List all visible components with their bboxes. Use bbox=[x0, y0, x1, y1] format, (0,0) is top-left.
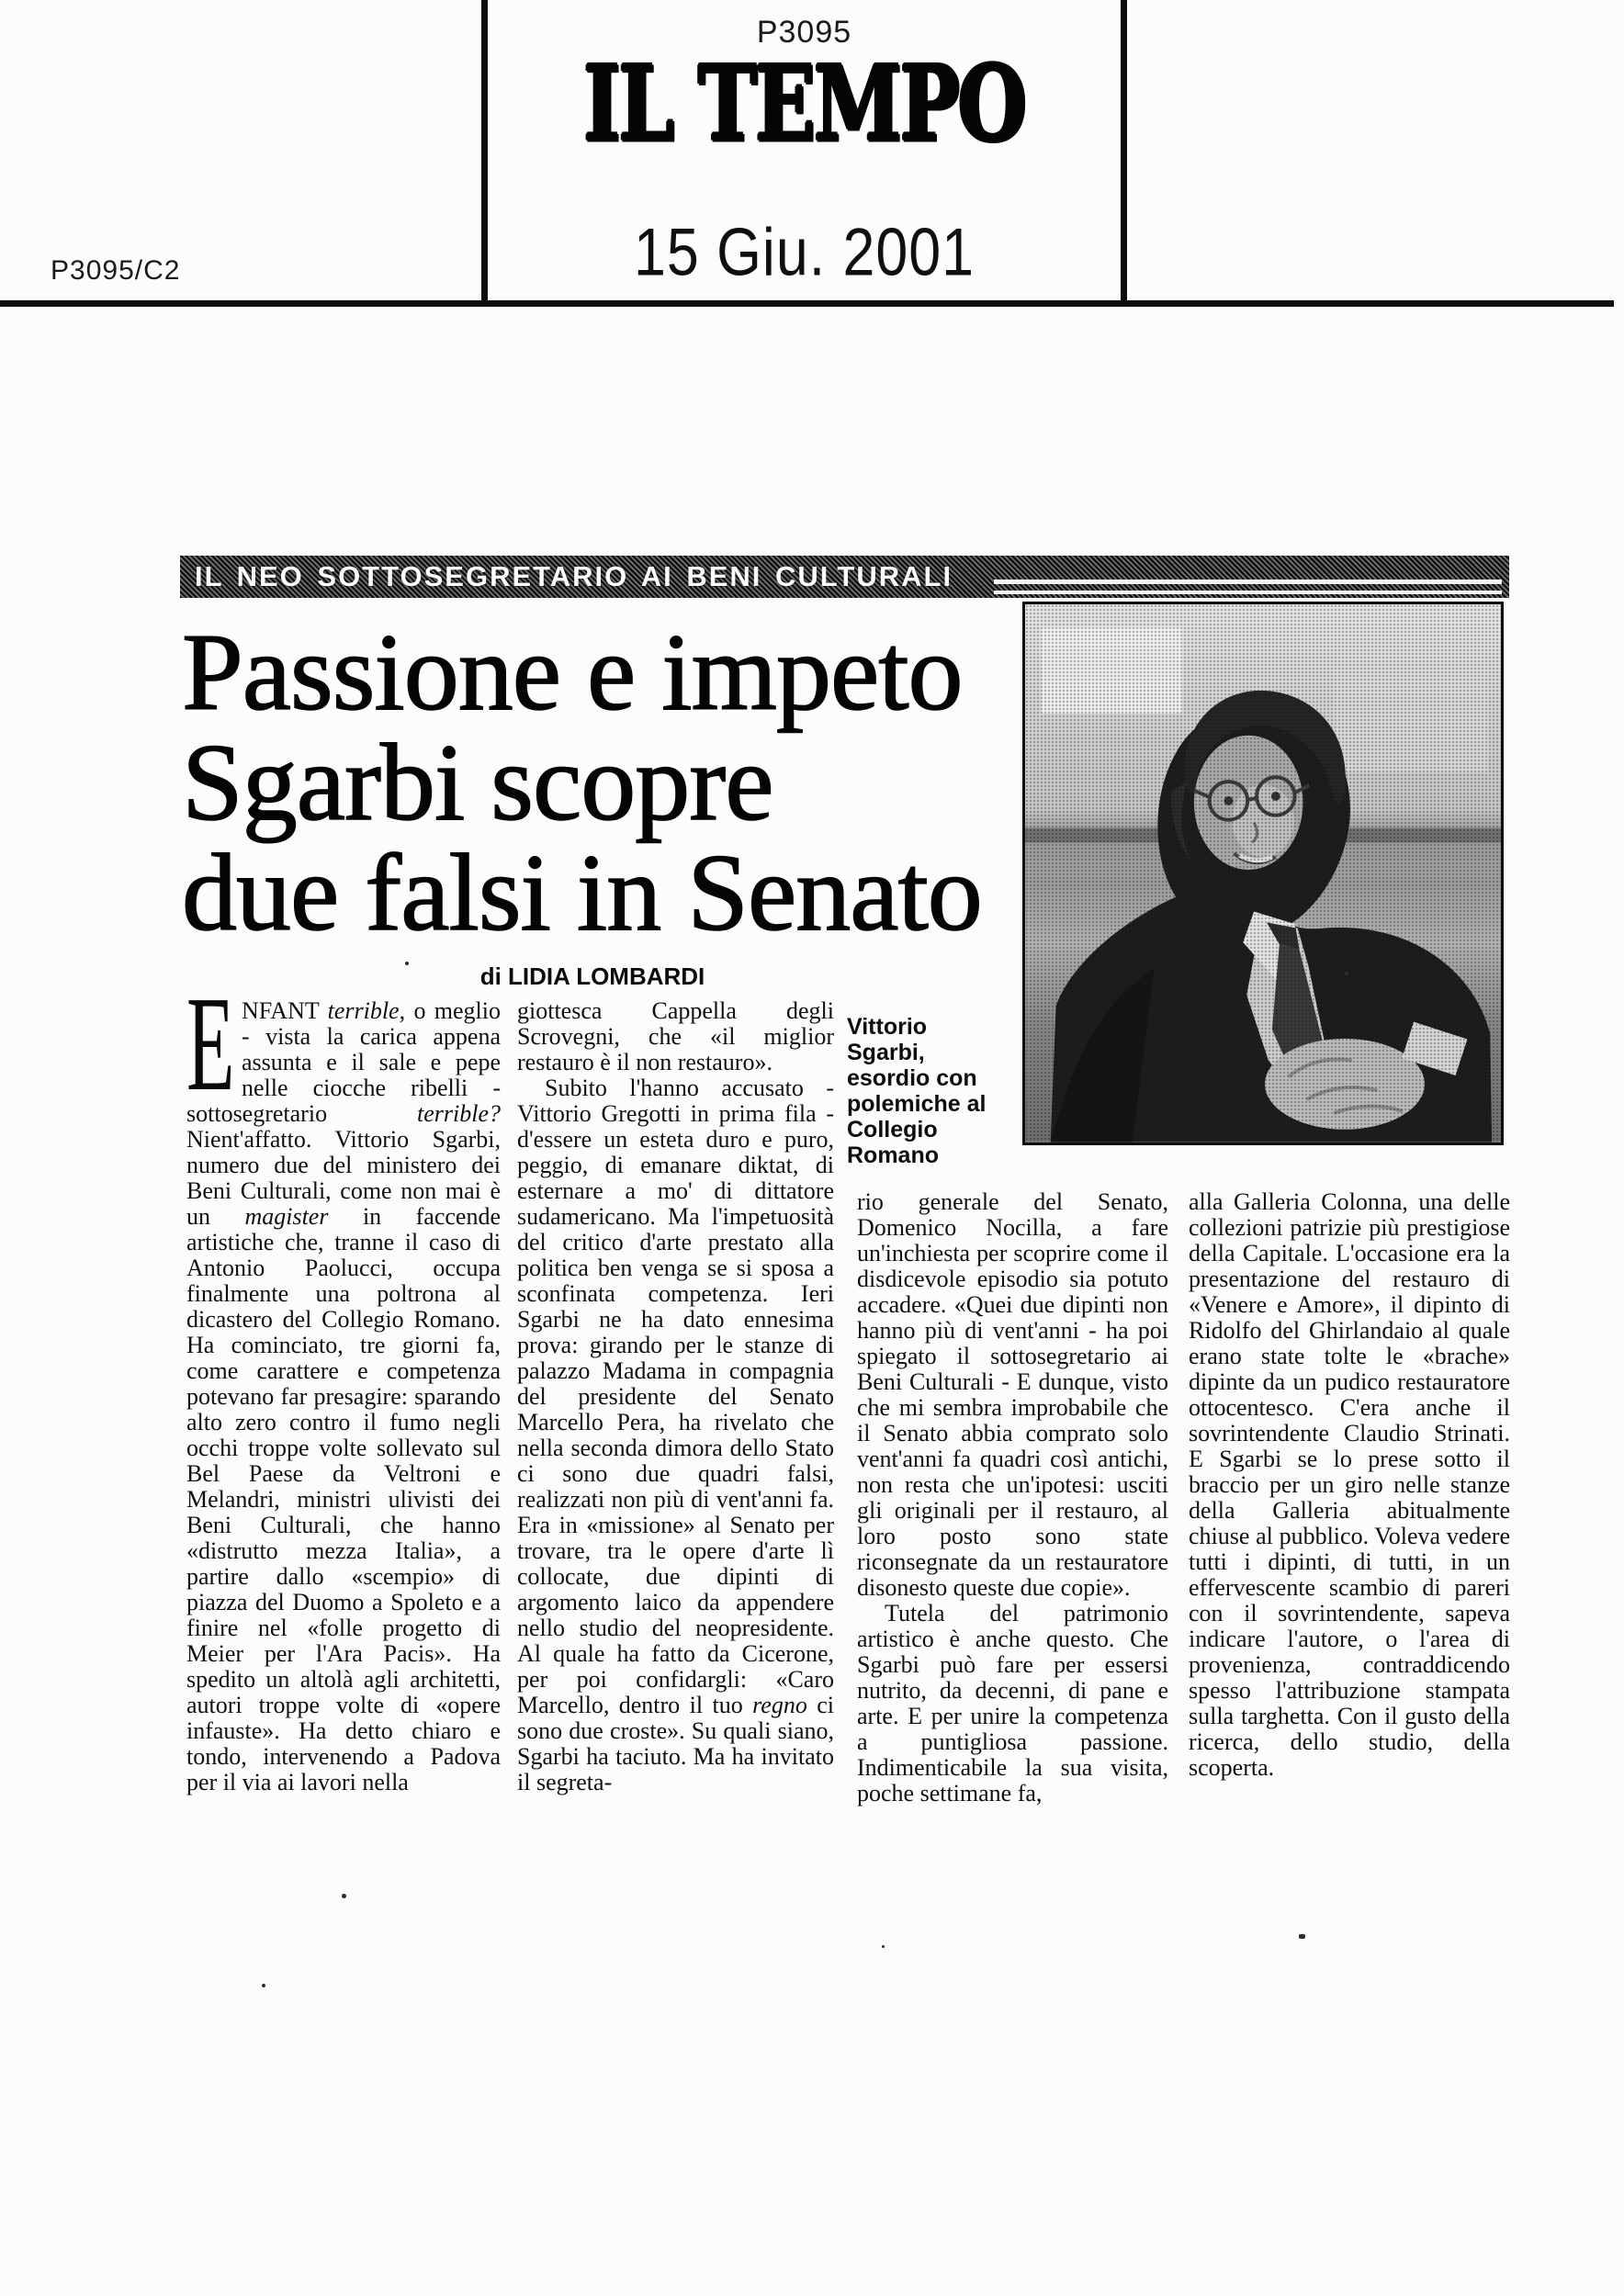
italic-text: regno bbox=[752, 1692, 807, 1718]
crop-mark-right-bar bbox=[1121, 0, 1127, 305]
body-text: giottesca Cappella degli Scrovegni, che «il miglior restauro è il non restauro». bbox=[517, 998, 834, 1075]
byline: di LIDIA LOMBARDI bbox=[479, 962, 705, 990]
article-photo bbox=[1022, 602, 1504, 1145]
body-paragraph bbox=[857, 1601, 1168, 1806]
caption-line: Collegio bbox=[847, 1117, 938, 1142]
scan-speck bbox=[405, 962, 409, 965]
body-column-3 bbox=[857, 1189, 1168, 1812]
masthead-il-tempo: IL TEMPO bbox=[583, 41, 1025, 164]
body-text: in faccende artistiche che, tranne il caso di Antonio Paolucci, occupa finalmente una poltrona al dicastero del Collegio Romano. Ha cominciato, tre giorni fa, come carattere e competenza potevano far presagire: sparando alto zero contro il fumo negli occhi troppe volte sollevato sul Bel Paese da Veltroni e Melandri, ministri ulivisti dei Beni Culturali, che hanno «distrutto mezza Italia», a partire dallo «scempio» di piazza del Duomo a Spoleto e a finire nel «folle progetto di Meier per l'Ara Pacis». Ha spedito un altolà agli architetti, autori troppe volte di «opere infauste». Ha detto chiaro e tondo, intervenendo a Padova per il via ai lavori nella bbox=[186, 1203, 501, 1795]
drop-cap: E bbox=[186, 998, 235, 1120]
caption-line: Vittorio bbox=[847, 1014, 928, 1040]
body-text: Nient'affatto. Vittorio Sgarbi, numero due del ministero dei Beni Culturali, come non mai è un bbox=[186, 1126, 501, 1230]
caption-line: Romano bbox=[847, 1142, 939, 1168]
kicker-text: IL NEO SOTTOSEGRETARIO AI BENI CULTURALI bbox=[195, 560, 953, 592]
body-text: Subito l'hanno accusato - Vittorio Gregotti in prima fila - d'essere un esteta duro e puro, peggio, di emanare diktat, di esternare a mo' di dittatore sudamericano. Ma l'impetuosità del critico d'arte prestato alla politica ben venga se si sposa a sconfinata competenza. Ieri Sgarbi ne ha dato ennesima prova: girando per le stanze di palazzo Madama in compagnia del presidente del Senato Marcello Pera, ha rivelato che nella seconda dimora dello Stato ci sono due quadri falsi, realizzati non più di vent'anni fa. Era in «missione» al Senato per trovare, tra le opere d'arte lì collocate, due dipinti di argomento laico da appendere nello studio del neopresidente. Al quale ha fatto da Cicerone, per poi confidargli: «Caro Marcello, dentro il tuo bbox=[517, 1075, 834, 1718]
body-column-1 bbox=[186, 998, 501, 1825]
body-text: ci sono due croste». Su quali siano, Sgarbi ha taciuto. Ma ha invitato il segreta- bbox=[517, 1692, 834, 1795]
header-rule bbox=[0, 300, 1614, 307]
issue-date: 15 Giu. 2001 bbox=[634, 214, 975, 290]
caption-line: polemiche al bbox=[847, 1091, 987, 1117]
italic-text: terrible bbox=[327, 998, 400, 1024]
scan-speck bbox=[262, 1984, 265, 1987]
body-column-4 bbox=[1189, 1189, 1510, 1816]
scan-speck bbox=[1299, 1934, 1305, 1939]
crop-mark-left-bar bbox=[481, 0, 488, 305]
body-paragraph bbox=[1189, 1189, 1510, 1781]
body-text: rio generale del Senato, Domenico Nocilla, a fare un'inchiesta per scoprire come il disdicevole episodio sia potuto accadere. «Quei due dipinti non hanno più di vent'anni - ha poi spiegato il sottosegretario ai Beni Culturali - E dunque, visto che mi sembra improbabile che il Senato abbia comprato solo vent'anni fa quadri così antichi, non resta che un'ipotesi: usciti gli originali per il restauro, al loro posto sono state riconsegnate da un restauratore disonesto queste due copie». bbox=[857, 1189, 1168, 1601]
headline-line-3: due falsi in Senato bbox=[182, 831, 982, 953]
headline-line-2: Sgarbi scopre bbox=[182, 721, 773, 843]
italic-text: terrible? bbox=[417, 1100, 501, 1127]
body-paragraph bbox=[186, 998, 501, 1795]
clipping-code-top: P3095 bbox=[756, 15, 852, 50]
body-text: NFANT bbox=[242, 998, 328, 1024]
italic-text: magister bbox=[244, 1203, 329, 1230]
body-paragraph bbox=[517, 998, 834, 1075]
body-text: , o meglio - vista la carica appena assunta e il sale e pepe nelle ciocche ribelli - sottosegretario bbox=[186, 998, 501, 1127]
scan-speck bbox=[882, 1945, 885, 1948]
body-text: Tutela del patrimonio artistico è anche questo. Che Sgarbi può fare per essersi nutrito, da decenni, di pane e arte. E per unire la competenza a puntigliosa passione. Indimenticabile la sua visita, poche settimane fa, bbox=[857, 1600, 1168, 1806]
body-column-2 bbox=[517, 998, 834, 1825]
body-text: alla Galleria Colonna, una delle collezioni patrizie più prestigiose della Capitale. L'occasione era la presentazione del restauro di «Venere e Amore», il dipinto di Ridolfo del Ghirlandaio al quale erano state tolte le «brache» dipinte da un pudico restauratore ottocentesco. C'era anche il sovrintendente Claudio Strinati. E Sgarbi se lo prese sotto il braccio per un giro nelle stanze della Galleria abitualmente chiuse al pubblico. Voleva vedere tutti i dipinti, di tutti, in un effervescente scambio di pareri con il sovrintendente, sapeva indicare l'autore, o l'area di provenienza, contraddicendo spesso l'attribuzione stampata sulla targhetta. Con il gusto della ricerca, dello studio, della scoperta. bbox=[1189, 1189, 1510, 1781]
caption-line: Sgarbi, bbox=[847, 1040, 925, 1065]
caption-line: esordio con bbox=[847, 1065, 977, 1091]
kicker-rule-bottom bbox=[994, 591, 1502, 594]
body-paragraph bbox=[517, 1075, 834, 1795]
body-paragraph bbox=[857, 1189, 1168, 1601]
headline bbox=[182, 611, 1045, 953]
photo-caption bbox=[847, 1014, 1008, 1168]
kicker-bar bbox=[180, 556, 1509, 598]
photo-portrait-illustration bbox=[1025, 604, 1501, 1142]
kicker-rule-top bbox=[994, 580, 1502, 584]
headline-line-1: Passione e impeto bbox=[182, 611, 963, 733]
scan-speck bbox=[342, 1894, 346, 1898]
scan-speck bbox=[1345, 972, 1348, 975]
clipping-code-side: P3095/C2 bbox=[51, 255, 181, 286]
